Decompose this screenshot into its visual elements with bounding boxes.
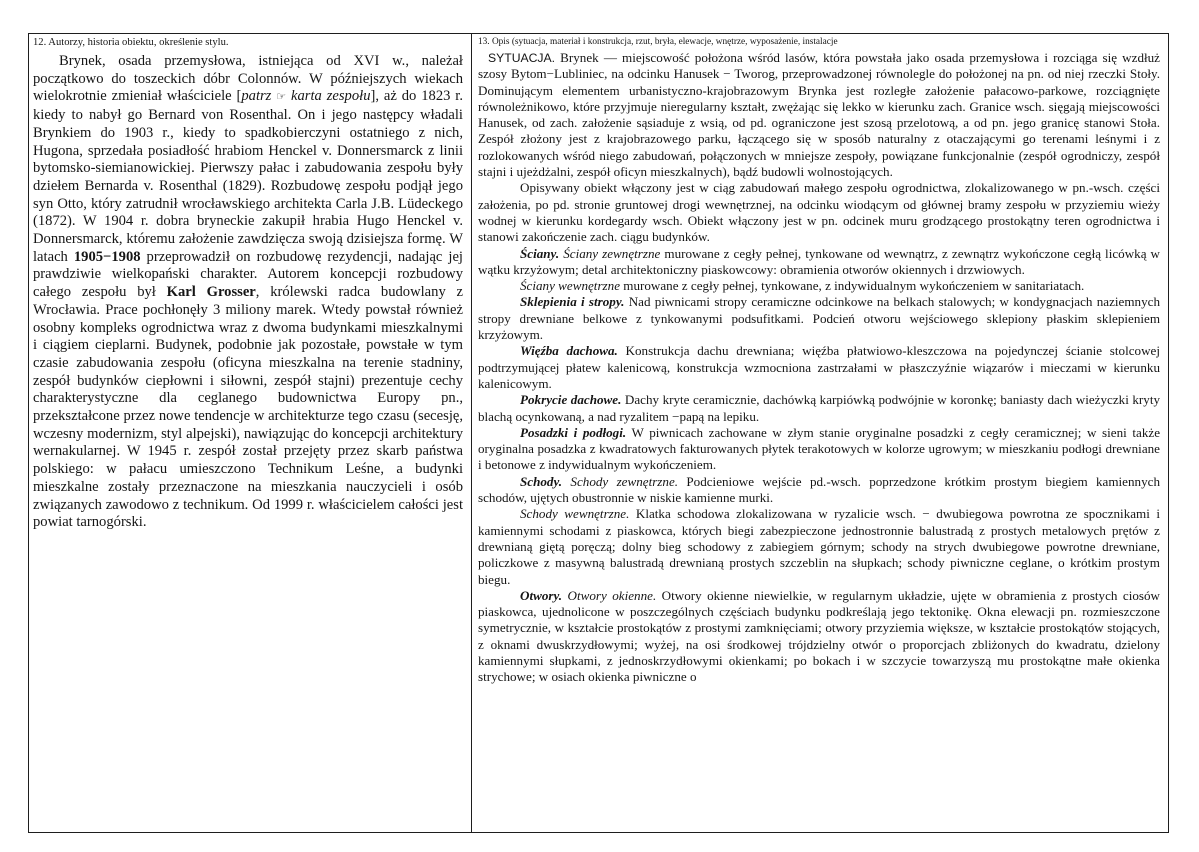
- internal-walls-paragraph: [478, 278, 1160, 294]
- internal-stairs-label: Schody wewnętrzne.: [520, 506, 630, 522]
- floors-text: W piwnicach zachowane w złym stanie oryginalne posadzki z cegły ceramicznej; w sieni także oryginalna posadzka z kwadratowych fakturowanych płytek terakotowych w kolorze ugrowym; w mieszkaniu podłogi drewniane i betonowe z indywidualnym wykończeniem.: [478, 424, 1161, 473]
- walls-heading: Ściany.: [520, 245, 560, 261]
- architect-name: Karl Grosser: [166, 284, 256, 301]
- floors-heading: Posadzki i podłogi.: [520, 424, 627, 440]
- floors-paragraph: [478, 425, 1160, 474]
- stairs-heading: Schody.: [520, 473, 563, 489]
- stairs-paragraph: [478, 474, 1160, 507]
- history-text-1: Brynek, osada przemysłowa, istniejąca od XVI w., należał początkowo do toszeckich dóbr Colonnów. W późniejszych wiekach wielokrotnie zmieniał właściciele [: [33, 53, 463, 105]
- roof-truss-paragraph: [478, 343, 1160, 392]
- vaults-paragraph: [478, 294, 1160, 343]
- roofing-text: Dachy kryte ceramicznie, dachówką karpiówką podwójnie w koronkę; baniasty dach wieżyczki kryty blachą ocynkowaną, a nad ryzalitem −papą na lepiku.: [478, 392, 1160, 424]
- openings-heading: Otwory.: [520, 587, 563, 603]
- pointing-hand-icon: ☞: [276, 91, 287, 104]
- situation-paragraph: [478, 50, 1160, 180]
- openings-text: Otwory okienne niewielkie, w regularnym układzie, ujęte w obramienia z prostych ciosów piaskowca, ujednolicone w poszczególnych częściach budynku podkreślają jego tektonikę. Okna elewacji pn. rozmieszczone symetrycznie, w kształcie prostokątów z prostymi zamknięciami; otwory przyziemia większe, w kształcie prostokątów stojących, z oknami dwuskrzydłowymi; wyżej, na osi środkowej trójdzielny otwór o proporcjach zbliżonych do kwadratu, dzielony kamiennymi słupkami, z jednoskrzydłowymi okienkami; po bokach i w szczycie towarzyszą mu prostokątne małe okienka strychowe; w osiach okienka piwniczne o: [478, 587, 1160, 685]
- vaults-text: Nad piwnicami stropy ceramiczne odcinkowe na belkach stalowych; w kondygnacjach naziemnych stropy drewniane belkowe z tynkowanymi podsufitkami. Podcień otworu wejściowego sklepiony płaskim sklepieniem krzyżowym.: [478, 294, 1160, 343]
- external-stairs-text: Podcieniowe wejście pd.-wsch. poprzedzone krótkim prostym biegiem kamiennych schodów, ujętych obustronnie w niskie kamienne murki.: [478, 473, 1160, 506]
- openings-paragraph: [478, 588, 1160, 686]
- roof-truss-text: Konstrukcja dachu drewniana; więźba płatwiowo-kleszczowa na pojedynczej ścianie stolcowej podtrzymującej płatew kalenicową, konstrukcja wzmocniona zastrzałami w płaszczyźnie wiązarów i mieczami w kierunku kalenicowym.: [478, 343, 1160, 391]
- internal-stairs-text: Klatka schodowa zlokalizowana w ryzalicie wsch. − dwubiegowa powrotna ze spocznikami i kamiennymi schodami z piaskowca, których biegi zabezpieczone jednostronnie balustradą z prostych metalowych prętów z drewnianą giętą poręczą; dolny bieg schodowy z zabiegiem górnym; schody na strych dwubiegowe powrotne drewniane, policzkowe z masywną balustradą drewnianą prostych szczeblin na słupkach; schody piwniczne ceglane, o krótkim prostym biegu.: [478, 506, 1160, 587]
- description-column: [472, 36, 1168, 686]
- walls-paragraph: [478, 246, 1160, 279]
- form-frame: [28, 33, 1169, 833]
- history-paragraph: [33, 53, 463, 532]
- vaults-heading: Sklepienia i stropy.: [520, 294, 625, 310]
- situation-label: SYTUACJA.: [488, 51, 556, 65]
- external-walls-label: Ściany zewnętrzne: [559, 245, 661, 261]
- description-text: [478, 50, 1160, 686]
- description-header: 13. Opis (sytuacja, materiał i konstrukcja, rzut, bryła, elewacje, wnętrze, wyposażenie, instalacje: [478, 37, 838, 47]
- window-openings-label: Otwory okienne.: [562, 587, 657, 603]
- history-text-3: przeprowadził on rozbudowę rezydencji, nadając jej prawdziwie wielkopański charakter. Autorem koncepcji rozbudowy całego zespołu był: [33, 248, 463, 301]
- reference-link: [241, 88, 370, 104]
- history-text-2: ], aż do 1823 r. kiedy to nabył go Bernard von Rosenthal. On i jego następcy władali Brynkiem do 1903 r., kiedy to spadkobierczyni ostatniego z nich, Hugona, sprzedała posiadłość hrabiom Henckel v. Donnersmarck z linii bytomsko-siemianowickiej. Pierwszy pałac i zabudowania zespołu były dziełem Bernarda v. Rosenthal (1829). Rozbudowę zespołu podjął jego syn Otto, który zatrudnił wrocławskiego architekta Carla J.B. Lüdeckego (1872). W 1904 r. dobra bryneckie zakupił hrabia Hugo Henckel v. Donnersmarck, któremu założenie zawdzięcza swoją dzisiejsza formę. W latach: [33, 88, 464, 265]
- history-column: [29, 36, 471, 532]
- internal-stairs-paragraph: [478, 506, 1160, 587]
- situation-text: Brynek — miejscowość położona wśród lasów, która powstała jako osada przemysłowa i rozciąga się wzdłuż szosy Bytom−Lubliniec, na odcinku Hanusek − Tworog, przeprowadzonej równolegle do położonej na pn. od niej rzeczki Stoły. Dominującym elementem urbanistyczno-krajobrazowym Brynka jest rozległe założenie pałacowo-parkowe, rozciągnięte równoleżnikowo, które przyjmuje nieregularny kształt, zwężając się lekko w kierunku zach. Granice wsch. sięgają miejscowości Hanusek, od zach. założenie sąsiaduje z wsią, od pd. ograniczone jest szosą przelotową, a od pn. jego granicę stanowi Stoła. Zespół złożony jest z krajobrazowego parku, łączącego się w sposób naturalny z otaczającymi go terenami leśnymi i z rozlokowanych wśród niego zabudowań, połączonych w mniejsze zespoły, powiązane funkcjonalnie (zespół ogrodniczy, zespół stajni i ujeżdżalni, zespół oficyn mieszkalnych), bądź budowli wolnostojących.: [478, 50, 1160, 180]
- roofing-heading: Pokrycie dachowe.: [520, 392, 622, 408]
- roofing-paragraph: [478, 392, 1160, 425]
- reference-target: karta zespołu: [286, 88, 371, 105]
- roof-truss-heading: Więźba dachowa.: [520, 343, 618, 359]
- location-paragraph: Opisywany obiekt włączony jest w ciąg zabudowań małego zespołu ogrodnictwa, zlokalizowanego w pn.-wsch. części założenia, po pd. stronie gruntowej drogi wewnętrznej, na odcinku wiodącym od głównej bramy zespołu w przyziemiu wieży wodnej w kierunku kordegardy wsch. Obiekt włączony jest w pn. odcinek muru grodzącego prostokątny teren ogrodnictwa i stanowi zakończenie zach. ciągu budynków.: [478, 180, 1160, 245]
- history-header: 12. Autorzy, historia obiektu, określenie stylu.: [33, 37, 229, 48]
- years-range: 1905−1908: [73, 248, 141, 265]
- internal-walls-label: Ściany wewnętrzne: [520, 278, 620, 294]
- reference-prefix: patrz: [241, 88, 277, 105]
- history-text: [33, 53, 463, 532]
- internal-walls-text: murowane z cegły pełnej, tynkowane, z indywidualnym wykończeniem w sanitariatach.: [620, 278, 1085, 294]
- external-stairs-label: Schody zewnętrzne.: [562, 473, 679, 489]
- history-text-4: , królewski radca budowlany z Wrocławia. Prace pochłonęły 3 miliony marek. Wtedy powstał również osobny kompleks ogrodnictwa wraz z dwoma budynkami mieszkalnymi i ciągiem cieplarni. Budynek, podobnie jak pozostałe, powstałe w tym czasie zabudowania zespołu (oficyna mieszkalna na terenie stadniny, zespół budynków ciepłowni i siłowni, zespół stajni) prezentuje cechy charakterystyczne dla ceglanego budownictwa Europy pn., przekształcone przez nowe tendencje w architekturze tego czasu (secesję, wczesny modernizm, styl alpejski), nawiązując do koncepcji architektury wernakularnej. W 1945 r. zespół został przejęty przez skarb państwa polskiego: w pałacu umieszczono Technikum Leśne, a budynki mieszkalne zostały przeznaczone na mieszkania nauczycieli i osób związanych zawodowo z technikum. Od 1999 r. właścicielem całości jest powiat tarnogórski.: [33, 284, 463, 531]
- external-walls-text: murowane z cegły pełnej, tynkowane od wewnątrz, z zewnątrz wykończone cegłą licówką w wątku krzyżowym; detal architektoniczny piaskowcowy: obramienia otworów okiennych i drzwiowych.: [478, 245, 1161, 277]
